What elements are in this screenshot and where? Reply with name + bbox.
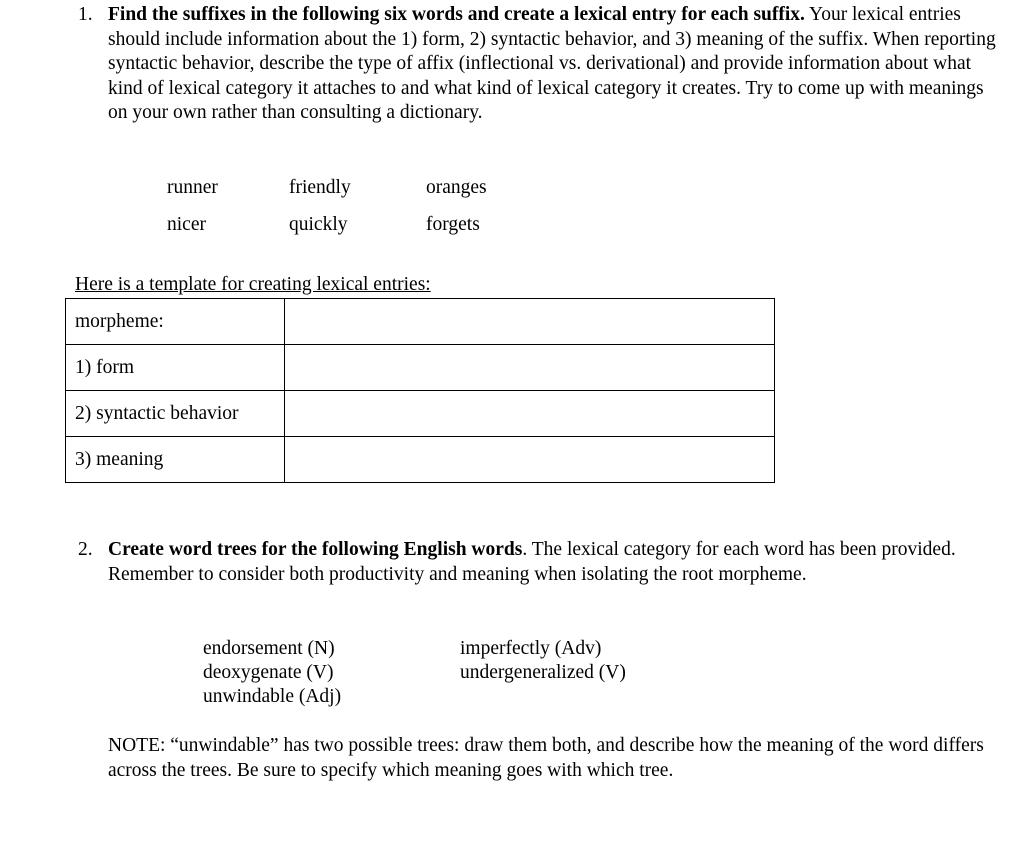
question-2-number: 2. (78, 539, 93, 560)
word-tree-list-right (460, 637, 626, 685)
table-row (66, 299, 775, 345)
word-undergeneralized: undergeneralized (V) (460, 662, 626, 683)
word-deoxygenate: deoxygenate (V) (203, 662, 334, 683)
question-1-number: 1. (78, 4, 93, 25)
question-1-bold-text: Find the suffixes in the following six words and create a lexical entry for each suffix. (108, 4, 805, 25)
question-2-text (108, 538, 998, 587)
question-2-bold-text: Create word trees for the following English words (108, 539, 523, 560)
word-unwindable: unwindable (Adj) (203, 686, 342, 707)
row-value-form[interactable] (285, 345, 775, 391)
row-label-syntactic-behavior: 2) syntactic behavior (66, 391, 285, 437)
row-label-form: 1) form (66, 345, 285, 391)
table-row (66, 391, 775, 437)
row-label-morpheme: morpheme: (66, 299, 285, 345)
table-row (66, 437, 775, 483)
word-oranges: oranges (426, 177, 487, 198)
question-1-rest-text: Your lexical entries should include information about the 1) form, 2) syntactic behavior, and 3) meaning of the suffix. When reporting syntactic behavior, describe the type of affix (inflectional vs. derivational) and provide information about what kind of lexical category it attaches to and what kind of lexical category it creates. Try to come up with meanings on your own rather than consulting a dictionary. (108, 4, 996, 123)
question-2-rest-text: . The lexical category for each word has been provided. Remember to consider both productivity and meaning when isolating the root morpheme. (108, 539, 956, 585)
question-1-text (108, 3, 998, 126)
row-label-meaning: 3) meaning (66, 437, 285, 483)
word-forgets: forgets (426, 214, 480, 235)
row-value-syntactic-behavior[interactable] (285, 391, 775, 437)
unwindable-note: NOTE: “unwindable” has two possible trees: draw them both, and describe how the meaning of the word differs across the trees. Be sure to specify which meaning goes with which tree. (108, 735, 984, 781)
word-tree-list-left (203, 637, 341, 709)
word-nicer: nicer (167, 214, 206, 235)
question-1 (78, 3, 998, 126)
question-2 (78, 538, 998, 587)
word-endorsement: endorsement (N) (203, 638, 335, 659)
word-runner: runner (167, 177, 218, 198)
lexical-entry-template-table (65, 298, 775, 483)
template-intro: Here is a template for creating lexical entries: (75, 274, 431, 295)
word-imperfectly: imperfectly (Adv) (460, 638, 602, 659)
table-row (66, 345, 775, 391)
word-friendly: friendly (289, 177, 351, 198)
row-value-meaning[interactable] (285, 437, 775, 483)
row-value-morpheme[interactable] (285, 299, 775, 345)
word-quickly: quickly (289, 214, 348, 235)
